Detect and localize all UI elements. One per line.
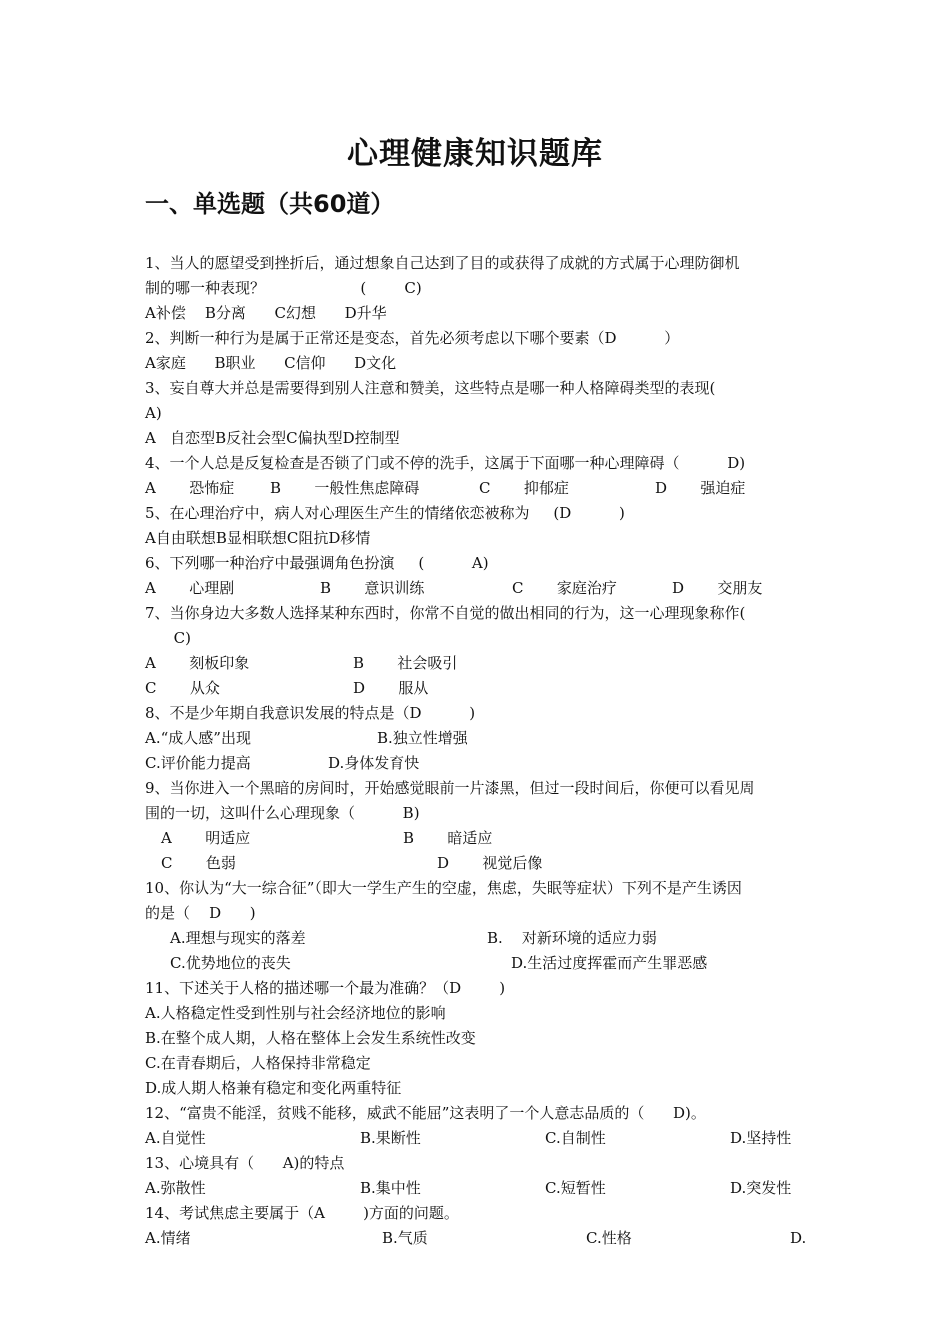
option-b: B.独立性增强: [377, 729, 468, 747]
question-14-options: [145, 1226, 810, 1251]
question-7-options-row-2: [145, 676, 810, 701]
option-a: A.“成人感”出现: [145, 729, 251, 747]
option-b: B 社会吸引: [353, 654, 458, 672]
option-d: D 服从: [353, 679, 429, 697]
question-3-line-1: 3、妄自尊大并总是需要得到别人注意和赞美，这些特点是哪一种人格障碍类型的表现(: [145, 379, 716, 397]
question-1-options: A补偿 B分离 C幻想 D升华: [145, 304, 387, 322]
question-7-options-row-1: [145, 651, 810, 676]
question-6-options: [145, 576, 810, 601]
question-4-options: [145, 476, 810, 501]
option-d: D 强迫症: [655, 479, 746, 497]
section-heading: 一、单选题（共60道）: [145, 190, 395, 218]
question-8-line-1: 8、不是少年期自我意识发展的特点是（D ): [145, 704, 476, 722]
question-1-line-2: 制的哪一种表现？ ( C): [145, 279, 422, 297]
question-3-options: A 自恋型B反社会型C偏执型D控制型: [145, 429, 400, 447]
option-a: A.弥散性: [145, 1179, 206, 1197]
question-9-line-1: 9、当你进入一个黑暗的房间时，开始感觉眼前一片漆黑，但过一段时间后，你便可以看见周: [145, 779, 755, 797]
option-b: B 一般性焦虑障碍: [270, 479, 420, 497]
option-a: A 刻板印象: [145, 654, 250, 672]
option-b: B 暗适应: [403, 829, 493, 847]
option-d: D.成人期人格兼有稳定和变化两重特征: [145, 1079, 402, 1097]
question-14-line-1: 14、考试焦虑主要属于（A )方面的问题。: [145, 1204, 459, 1222]
document-title: 心理健康知识题库: [347, 136, 603, 172]
question-12-options: [145, 1126, 810, 1151]
option-d: D.坚持性: [730, 1129, 792, 1147]
option-d: D.: [790, 1229, 807, 1247]
question-10-options-row-1: [145, 926, 810, 951]
option-c: C 从众: [145, 679, 220, 697]
option-a: A 心理剧: [145, 579, 235, 597]
option-a: A.自觉性: [145, 1129, 206, 1147]
question-9-options-row-1: [145, 826, 810, 851]
option-b: B. 对新环境的适应力弱: [487, 929, 657, 947]
question-8-options-row-2: [145, 751, 810, 776]
option-c: C 家庭治疗: [512, 579, 617, 597]
option-c: C.评价能力提高: [145, 754, 251, 772]
question-10-options-row-2: [145, 951, 810, 976]
option-c: C.优势地位的丧失: [170, 954, 291, 972]
question-9-options-row-2: [145, 851, 810, 876]
option-a: A.理想与现实的落差: [170, 929, 306, 947]
option-c: C.自制性: [545, 1129, 606, 1147]
option-c: C.短暂性: [545, 1179, 606, 1197]
question-2-options: A家庭 B职业 C信仰 D文化: [145, 354, 397, 372]
question-7-line-1: 7、当你身边大多数人选择某种东西时，你常不自觉的做出相同的行为，这一心理现象称作(: [145, 604, 746, 622]
option-b: B.在整个成人期，人格在整体上会发生系统性改变: [145, 1029, 476, 1047]
option-d: D.突发性: [730, 1179, 792, 1197]
question-12-line-1: 12、“富贵不能淫，贫贱不能移，威武不能屈”这表明了一个人意志品质的（ D)。: [145, 1104, 706, 1122]
question-11-line-1: 11、下述关于人格的描述哪一个最为准确？（D ): [145, 979, 506, 997]
question-10-line-1: 10、你认为“大一综合征”（即大一学生产生的空虚，焦虑，失眠等症状）下列不是产生诱因: [145, 879, 742, 897]
question-list: [145, 251, 810, 1251]
option-a: A 明适应: [161, 829, 251, 847]
option-b: B 意识训练: [320, 579, 425, 597]
question-10-line-2: 的是（ D ): [145, 904, 256, 922]
question-2-line-1: 2、判断一种行为是属于正常还是变态，首先必须考虑以下哪个要素（D ）: [145, 329, 680, 347]
option-d: D.生活过度挥霍而产生罪恶感: [511, 954, 708, 972]
option-c: C.在青春期后，人格保持非常稳定: [145, 1054, 371, 1072]
question-8-options-row-1: [145, 726, 810, 751]
option-b: B.集中性: [360, 1179, 421, 1197]
option-a: A 恐怖症: [145, 479, 235, 497]
option-c: C 抑郁症: [479, 479, 569, 497]
question-13-line-1: 13、心境具有（ A)的特点: [145, 1154, 345, 1172]
option-a: A.人格稳定性受到性别与社会经济地位的影响: [145, 1004, 446, 1022]
option-c: C.性格: [586, 1229, 632, 1247]
option-d: D.身体发育快: [328, 754, 420, 772]
question-5-line-1: 5、在心理治疗中，病人对心理医生产生的情绪依恋被称为 (D ): [145, 504, 625, 522]
question-9-line-2: 围的一切，这叫什么心理现象（ B): [145, 804, 420, 822]
question-5-options: A自由联想B显相联想C阻抗D移情: [145, 529, 371, 547]
option-a: A.情绪: [145, 1229, 191, 1247]
question-4-line-1: 4、一个人总是反复检查是否锁了门或不停的洗手，这属于下面哪一种心理障碍（ D): [145, 454, 746, 472]
option-c: C 色弱: [161, 854, 236, 872]
question-7-line-2: C): [145, 629, 191, 647]
option-d: D 交朋友: [672, 579, 763, 597]
option-b: B.气质: [382, 1229, 428, 1247]
question-6-line-1: 6、下列哪一种治疗中最强调角色扮演 ( A): [145, 554, 489, 572]
option-d: D 视觉后像: [437, 854, 543, 872]
question-1-line-1: 1、当人的愿望受到挫折后，通过想象自己达到了目的或获得了成就的方式属于心理防御机: [145, 254, 740, 272]
option-b: B.果断性: [360, 1129, 421, 1147]
question-3-line-2: A): [145, 404, 162, 422]
question-13-options: [145, 1176, 810, 1201]
